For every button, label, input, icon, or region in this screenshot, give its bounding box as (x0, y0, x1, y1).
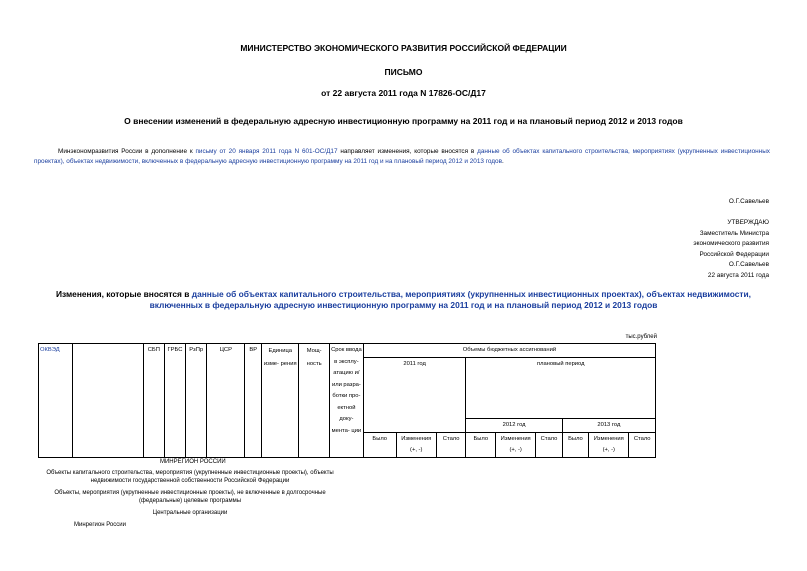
approval-line-6: 22 августа 2011 года (707, 271, 769, 279)
letter-body (34, 147, 770, 167)
changes-title-link[interactable]: данные об объектах капитального строительства, мероприятиях (укрупненных инвестиционных проектах), объектах недвижимости, включенных в федеральную адресную инвестиционную программу на 2011 год и на плановый период 2012 и 2013 годов (149, 289, 751, 310)
body-text-part3: . (502, 158, 504, 165)
ministry-title: МИНИСТЕРСТВО ЭКОНОМИЧЕСКОГО РАЗВИТИЯ РОССИЙСКОЙ ФЕДЕРАЦИИ (240, 43, 567, 53)
header-2012: 2012 год (466, 419, 562, 433)
row-label-non-program-objects: Объекты, мероприятия (укрупненные инвестиционные проекты), не включенные в долгосрочные (федеральные) целевые программы (54, 490, 326, 504)
document-type: ПИСЬМО (384, 67, 423, 77)
changes-title (40, 289, 767, 311)
col-unit: Единица изме- рения (262, 344, 299, 458)
document-date-number: от 22 августа 2011 года N 17826-ОС/Д17 (321, 88, 486, 98)
approval-line-3: экономического развития (693, 240, 769, 247)
col-2013-was: Было (562, 433, 588, 458)
investment-program-link[interactable]: данные об объектах капитального строительства, мероприятиях (укрупненных инвестиционных проектах), объектах недвижимости, включенных в федеральную адресную инвестиционную программу на 2011 год и на плановый период 2012 и 2013 годов (34, 148, 770, 165)
col-2012-was: Было (466, 433, 496, 458)
row-label-minregion-caps: МИНРЕГИОН РОССИИ (160, 459, 226, 465)
document-subject: О внесении изменений в федеральную адресную инвестиционную программу на 2011 год и на плановый период 2012 и 2013 годов (124, 116, 683, 126)
approval-line-2: Заместитель Министра (699, 229, 769, 237)
col-2013-change: Изменения (+, -) (589, 433, 629, 458)
row-label-central-orgs: Центральные организации (152, 510, 228, 516)
col-blank (72, 344, 143, 458)
approval-line-1: УТВЕРЖДАЮ (727, 219, 769, 226)
col-deadline: Срок ввода в эксплу- атацию и/или разра- ботки про- ектной доку- мента- ции (329, 344, 363, 458)
body-text-part1: Минэкономразвития России в дополнение к (58, 148, 196, 155)
reference-letter-link[interactable]: письму от 20 января 2011 года N 601-ОС/Д17 (195, 148, 338, 155)
col-vr: ВР (245, 344, 262, 458)
row-label-minregion: Минрегион России (74, 522, 126, 528)
body-text-part2: направляет изменения, которые вносятся в (337, 148, 478, 155)
budget-table (38, 343, 656, 458)
row-label-capital-objects: Объекты капитального строительства, мероприятия (укрупненные инвестиционные проекты), объекты недвижимости государственной собственности Российской Федерации (46, 470, 334, 484)
approval-block (693, 218, 769, 281)
col-sbp: СБП (143, 344, 164, 458)
col-capacity: Мощ- ность (299, 344, 330, 458)
col-2011-became: Стало (436, 433, 466, 458)
signature-name: О.Г.Савельев (728, 198, 769, 205)
approval-line-5: О.Г.Савельев (728, 261, 769, 268)
col-okved[interactable]: ОКВЭД (39, 344, 73, 458)
col-2012-change: Изменения (+, -) (496, 433, 536, 458)
col-rzpr: РзПр (186, 344, 207, 458)
currency-unit: тыс.рублей (625, 334, 657, 340)
header-2011: 2011 год (363, 358, 466, 433)
changes-title-prefix: Изменения, которые вносятся в (56, 289, 192, 299)
col-2012-became: Стало (536, 433, 562, 458)
header-2013: 2013 год (562, 419, 655, 433)
col-grbs: ГРБС (164, 344, 185, 458)
budget-header: Объемы бюджетных ассигнований (363, 344, 655, 358)
col-2011-was: Было (363, 433, 396, 458)
header-planned-period: плановый период (466, 358, 656, 419)
col-2013-became: Стало (629, 433, 656, 458)
col-csr: ЦСР (207, 344, 245, 458)
approval-line-4: Российской Федерации (699, 250, 769, 258)
col-2011-change: Изменения (+, -) (396, 433, 436, 458)
